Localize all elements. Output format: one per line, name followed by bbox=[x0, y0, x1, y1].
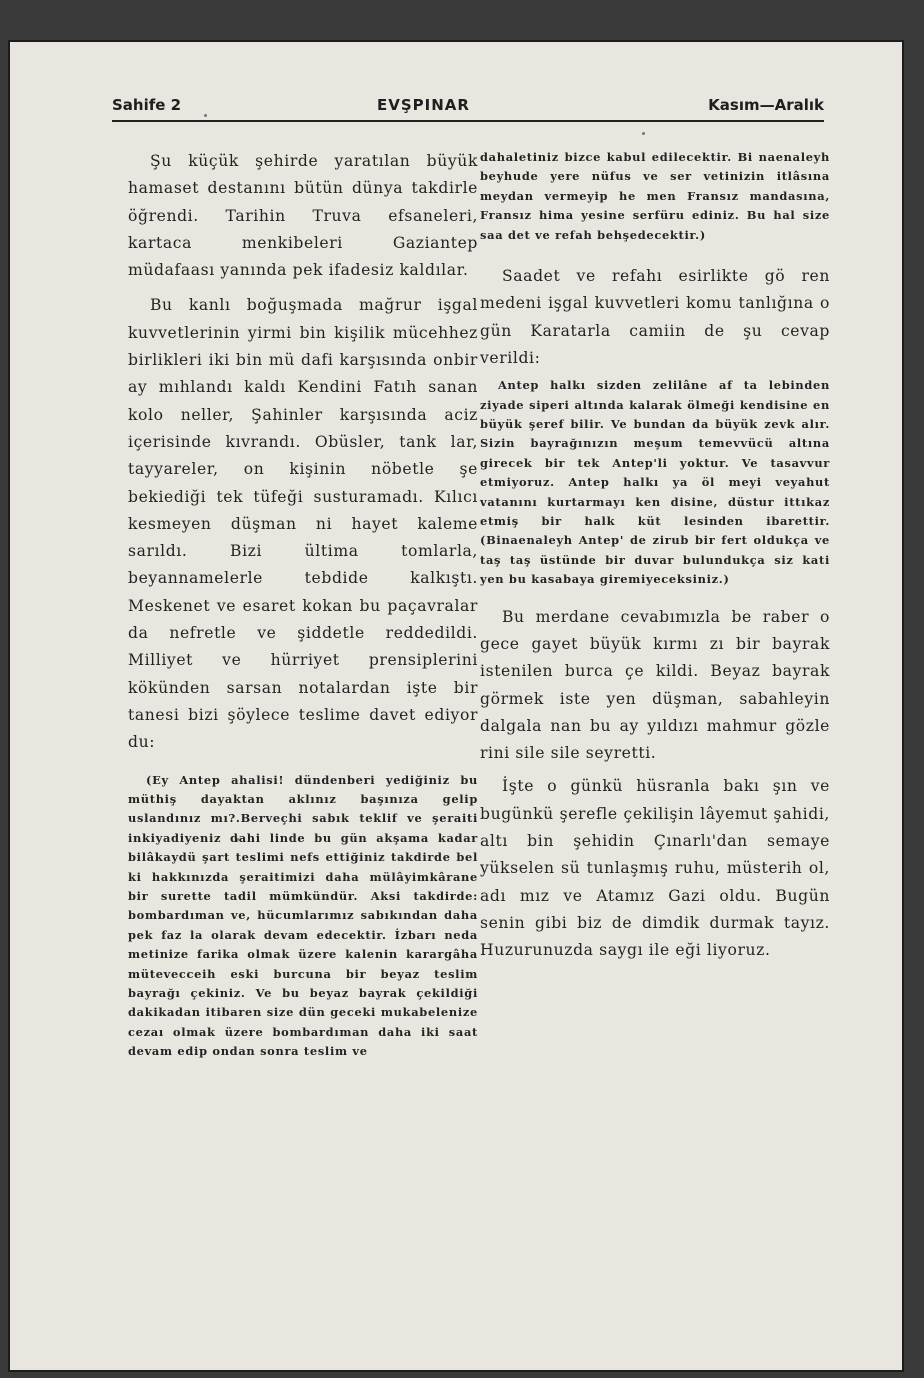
left-column bbox=[128, 148, 478, 1062]
paragraph-tribute: İşte o günkü hüsranla bakı şın ve bugünkü şerefle çekilişin lâyemut şahidi, altı bin şehidin Çınarlı'dan semaye yükselen sü tunlaşmış ruhu, müsterih ol, adı mız ve Atamız Gazi oldu. Bugün senin gibi biz de dimdik durmak tayız. Huzurunuzda saygı ile eği liyoruz. bbox=[480, 777, 830, 960]
page-number: Sahife 2 bbox=[112, 96, 182, 114]
right-column bbox=[480, 148, 830, 965]
page-header bbox=[112, 92, 824, 122]
ultimatum-quote-continued: dahaletiniz bizce kabul edilecektir. Bi naenaleyh beyhude yere nüfus ve ser vetinizin itlâsına meydan vermeyip he men Fransız mandasına, Fransız hima yesine serfüru ediniz. Bu hal size saa det ve refah behşedecektir.) bbox=[480, 150, 830, 242]
ultimatum-quote: (Ey Antep ahalisi! dündenberi yediğiniz bu müthiş dayaktan aklınız başınıza gelip uslandınız mı?.Berveçhi sabık teklif ve şeraiti inkiyadiyeniz dahi linde bu gün akşama kadar bilâkaydü şart teslimi nefs ettiğiniz takdirde bel ki hakkınızda şeraitimizi daha mülâyimkârane bir surette tadil mümkündür. Aksi takdirde: bombardıman ve, hücumlarımız sabıkından daha pek faz la olarak devam edecektir. İzbarı neda metinize farika olmak üzere kalenin karargâha mütevecceih eski burcuna bir beyaz teslim bayrağı çekiniz. Ve bu beyaz bayrak çekildiği dakikadan itibaren size dün geceki mukabelenize cezaı olmak üzere bombardıman daha iki saat devam edip ondan sonra teslim ve bbox=[128, 772, 478, 1059]
antep-reply-quote: Antep halkı sizden zelilâne af ta lebinden ziyade siperi altında kalarak ölmeği kendisine en büyük şeref bilir. Ve bundan da büyük zevk alır. Sizin bayrağınızın meşum temevvücü altına girecek bir tek Antep'li yoktur. Ve tasavvur etmiyoruz. Antep halkı ya öl meyi veyahut vatanını kurtarmayı ken disine, düstur ittıkaz etmiş bir halk küt lesinden ibarettir. (Binaenaleyh Antep' de zirub bir fert oldukça ve taş taş üstünde bir duvar bulundukça siz kati yen bu kasabaya giremiyeceksiniz.) bbox=[480, 378, 830, 587]
print-speck bbox=[642, 132, 645, 135]
paragraph-response-intro: Saadet ve refahı esirlikte gö ren medeni işgal kuvvetleri komu tanlığına o gün Karatarla camiin de şu cevap verildi: bbox=[480, 267, 830, 367]
publication-title: EVŞPINAR bbox=[377, 96, 470, 114]
issue-date: Kasım—Aralık bbox=[708, 96, 824, 114]
paragraph-intro: Şu küçük şehirde yaratılan büyük hamaset destanını bütün dünya takdirle öğrendi. Tarihin Truva efsaneleri, kartaca menkibeleri Gaziantep müdafaası yanında pek ifadesiz kaldılar. bbox=[128, 152, 478, 280]
paragraph-red-flag: Bu merdane cevabımızla be raber o gece gayet büyük kırmı zı bir bayrak istenilen burca çe kildi. Beyaz bayrak görmek iste yen düşman, sabahleyin dalgala nan bu ay yıldızı mahmur gözle rini sile sile seyretti. bbox=[480, 607, 830, 763]
paragraph-occupation: Bu kanlı boğuşmada mağrur işgal kuvvetlerinin yirmi bin kişilik mücehhez birlikleri iki bin mü dafi karşısında onbir ay mıhlandı kaldı Kendini Fatıh sanan kolo neller, Şahinler karşısında aciz içerisinde kıvrandı. Obüsler, tank lar, tayyareler, on kişinin nöbetle şe bekiediği tek tüfeği susturamadı. Kılıcı kesmeyen düşman ni hayet kaleme sarıldı. Bizi ültima tomlarla, beyannamelerle tebdide kalkıştı. Meskenet ve esaret kokan bu paçavralar da nefretle ve şiddetle reddedildi. Milliyet ve hürriyet prensiplerini kökünden sarsan notalardan işte bir tanesi bizi şöylece teslime davet ediyor du: bbox=[128, 296, 478, 752]
